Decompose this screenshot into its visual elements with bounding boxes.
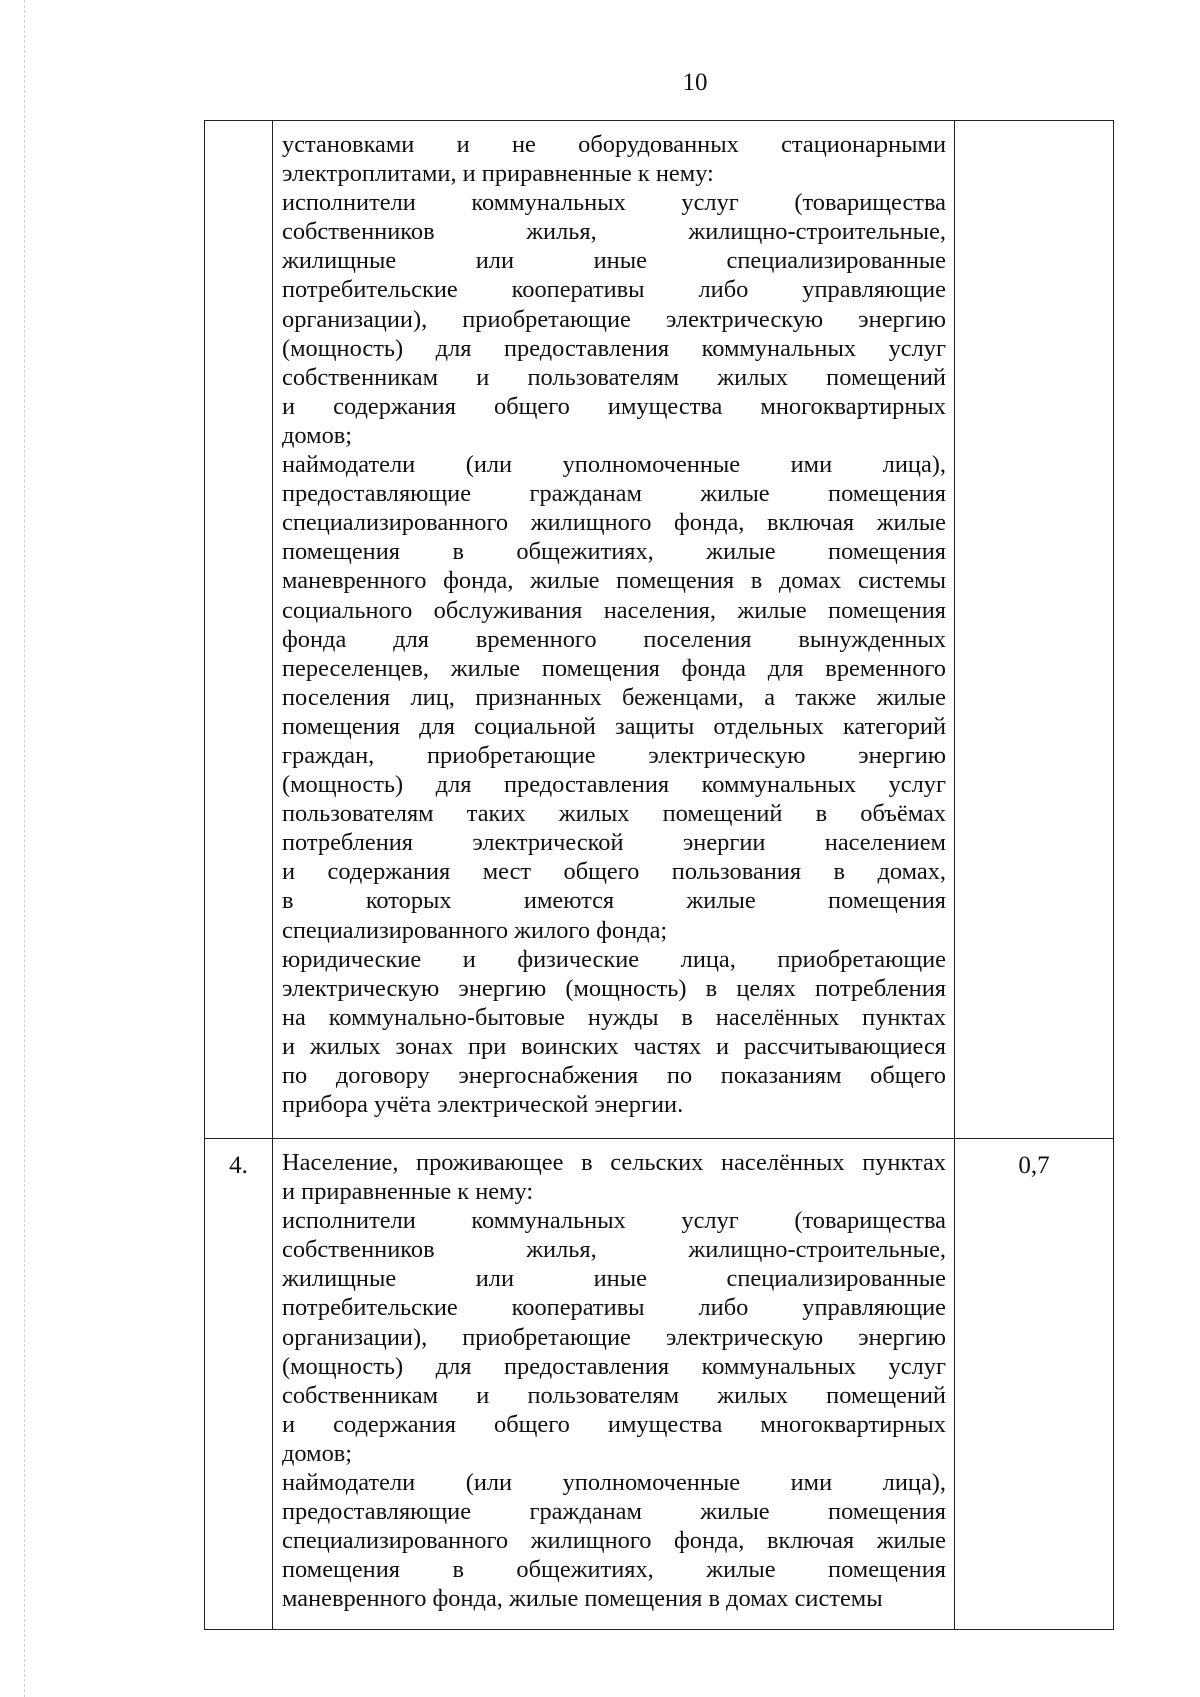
text-line: и жилых зонах при воинских частях и рассчитывающиеся (282, 1032, 946, 1060)
text-line: переселенцев, жилые помещения фонда для временного (282, 654, 946, 682)
text-line: социального обслуживания населения, жилые помещения (282, 596, 946, 624)
text-line: специализированного жилищного фонда, включая жилые (282, 509, 946, 537)
text-line: электрическую энергию (мощность) в целях потребления (282, 974, 946, 1002)
text-line: (мощность) для предоставления коммунальных услуг (282, 1352, 946, 1380)
text-line: и содержания общего имущества многоквартирных (282, 1410, 946, 1438)
text-line: собственников жилья, жилищно-строительные, (282, 218, 946, 246)
text-line: наймодатели (или уполномоченные ими лица), (282, 451, 946, 479)
row-number-cell: 4. (205, 1139, 273, 1630)
text-line: собственникам и пользователям жилых помещений (282, 363, 946, 391)
text-line: организации), приобретающие электрическую энергию (282, 305, 946, 333)
text-line: и содержания общего имущества многоквартирных (282, 392, 946, 420)
table-row (205, 121, 1114, 1139)
text-line: домов; (282, 1439, 353, 1467)
text-line: (мощность) для предоставления коммунальных услуг (282, 334, 946, 362)
text-line: собственникам и пользователям жилых помещений (282, 1381, 946, 1409)
text-line: жилищные или иные специализированные (282, 247, 946, 275)
text-line: маневренного фонда, жилые помещения в домах системы (282, 567, 946, 595)
text-line: специализированного жилищного фонда, включая жилые (282, 1527, 946, 1555)
text-line: исполнители коммунальных услуг (товарищества (282, 189, 946, 217)
text-line: фонда для временного поселения вынужденных (282, 625, 946, 653)
text-line: собственников жилья, жилищно-строительные, (282, 1236, 946, 1264)
text-line: предоставляющие гражданам жилые помещения (282, 480, 946, 508)
text-line: помещения в общежитиях, жилые помещения (282, 1556, 946, 1584)
text-line: граждан, приобретающие электрическую энергию (282, 741, 946, 769)
text-line: установками и не оборудованных стационарными (282, 131, 946, 158)
text-line: в которых имеются жилые помещения (282, 887, 946, 915)
text-line: поселения лиц, признанных беженцами, а также жилые (282, 683, 946, 711)
row-description-cell (273, 121, 955, 1139)
text-line: организации), приобретающие электрическую энергию (282, 1323, 946, 1351)
page-number: 10 (682, 69, 708, 96)
row-coefficient-cell: 0,7 (955, 1139, 1114, 1630)
text-line: Население, проживающее в сельских населённых пунктах (282, 1149, 946, 1176)
table-row (205, 1139, 1114, 1630)
text-line: специализированного жилого фонда; (282, 916, 668, 944)
text-line: пользователям таких жилых помещений в объёмах (282, 800, 946, 828)
text-line: жилищные или иные специализированные (282, 1265, 946, 1293)
text-line: электроплитами, и приравненные к нему: (282, 160, 714, 188)
text-line: помещения в общежитиях, жилые помещения (282, 538, 946, 566)
text-line: потребительские кооперативы либо управляющие (282, 276, 946, 304)
text-line: (мощность) для предоставления коммунальных услуг (282, 771, 946, 799)
text-line: предоставляющие гражданам жилые помещения (282, 1498, 946, 1526)
text-line: маневренного фонда, жилые помещения в домах системы (282, 1585, 883, 1613)
row-coefficient-cell (955, 121, 1114, 1139)
text-line: домов; (282, 421, 353, 449)
row-number-cell (205, 121, 273, 1139)
text-line: помещения для социальной защиты отдельных категорий (282, 712, 946, 740)
row-description (282, 130, 946, 1119)
text-line: юридические и физические лица, приобретающие (282, 945, 946, 973)
tariff-table (204, 120, 1114, 1630)
text-line: потребительские кооперативы либо управляющие (282, 1294, 946, 1322)
text-line: потребления электрической энергии населением (282, 829, 946, 857)
text-line: на коммунально-бытовые нужды в населённых пунктах (282, 1003, 946, 1031)
text-line: по договору энергоснабжения по показаниям общего (282, 1062, 946, 1089)
text-line: и приравненные к нему: (282, 1178, 534, 1206)
row-description (282, 1148, 946, 1614)
text-line: и содержания мест общего пользования в домах, (282, 858, 946, 886)
row-description-cell (273, 1139, 955, 1630)
text-line: исполнители коммунальных услуг (товарищества (282, 1207, 946, 1235)
text-line: прибора учёта электрической энергии. (282, 1091, 684, 1119)
scan-edge-line (24, 0, 25, 1697)
text-line: наймодатели (или уполномоченные ими лица), (282, 1469, 946, 1497)
